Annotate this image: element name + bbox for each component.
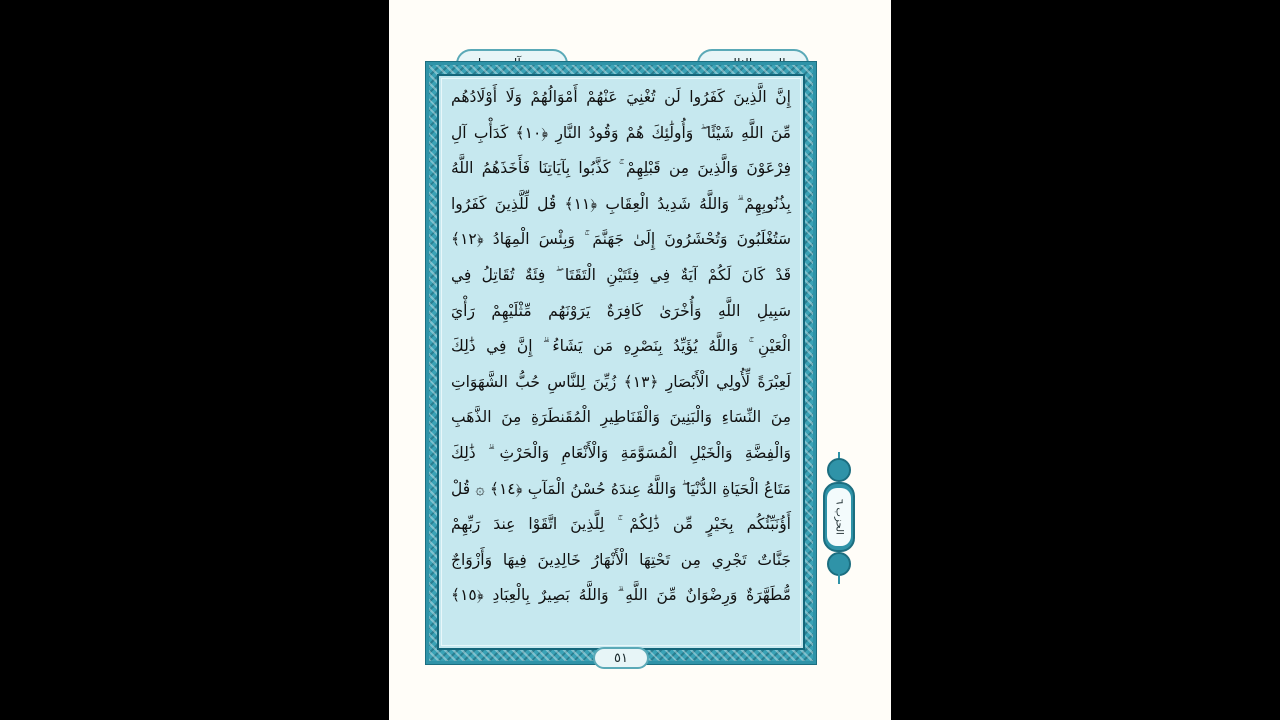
medallion-cap-bottom: [827, 552, 851, 576]
hizb-label: الحزب ٦: [827, 488, 851, 546]
text-line-11: وَالْفِضَّةِ وَالْخَيْلِ الْمُسَوَّمَةِ وَالْأَنْعَامِ وَالْحَرْثِ ۗ ذَٰلِكَ: [451, 443, 791, 462]
text-line-6: قَدْ كَانَ لَكُمْ آيَةٌ فِي فِئَتَيْنِ الْتَقَتَا ۖ فِئَةٌ تُقَاتِلُ فِي: [451, 265, 791, 284]
verse-text: [447, 80, 795, 640]
text-line-12: مَتَاعُ الْحَيَاةِ الدُّنْيَا ۖ وَاللَّهُ عِندَهُ حُسْنُ الْمَآبِ ﴿١٤﴾ ۞ قُلْ: [451, 479, 791, 498]
text-line-9: لَعِبْرَةً لِّأُولِي الْأَبْصَارِ ﴿١٣﴾ زُيِّنَ لِلنَّاسِ حُبُّ الشَّهَوَاتِ: [451, 372, 791, 391]
text-line-15: مُّطَهَّرَةٌ وَرِضْوَانٌ مِّنَ اللَّهِ ۗ وَاللَّهُ بَصِيرٌ بِالْعِبَادِ ﴿١٥﴾: [451, 586, 791, 605]
medallion-cap-top: [827, 458, 851, 482]
text-line-10: مِنَ النِّسَاءِ وَالْبَنِينَ وَالْقَنَاطِيرِ الْمُقَنطَرَةِ مِنَ الذَّهَبِ: [451, 408, 791, 427]
page-number-text: ٥١: [614, 650, 628, 666]
text-line-14: جَنَّاتٌ تَجْرِي مِن تَحْتِهَا الْأَنْهَارُ خَالِدِينَ فِيهَا وَأَزْوَاجٌ: [451, 550, 791, 569]
text-line-3: فِرْعَوْنَ وَالَّذِينَ مِن قَبْلِهِمْ ۚ كَذَّبُوا بِآيَاتِنَا فَأَخَذَهُمُ اللَّهُ: [451, 159, 791, 178]
medallion-stem-bottom: [838, 574, 840, 584]
mushaf-page: [389, 0, 891, 720]
page-number: [593, 647, 649, 669]
text-line-5: سَتُغْلَبُونَ وَتُحْشَرُونَ إِلَىٰ جَهَنَّمَ ۚ وَبِئْسَ الْمِهَادُ ﴿١٢﴾: [451, 230, 791, 249]
text-line-8: الْعَيْنِ ۚ وَاللَّهُ يُؤَيِّدُ بِنَصْرِهِ مَن يَشَاءُ ۗ إِنَّ فِي ذَٰلِكَ: [451, 337, 791, 356]
text-line-2: مِّنَ اللَّهِ شَيْئًا ۖ وَأُولَٰئِكَ هُمْ وَقُودُ النَّارِ ﴿١٠﴾ كَدَأْبِ آلِ: [451, 123, 791, 142]
text-line-4: بِذُنُوبِهِمْ ۗ وَاللَّهُ شَدِيدُ الْعِقَابِ ﴿١١﴾ قُل لِّلَّذِينَ كَفَرُوا: [451, 194, 791, 213]
text-panel: [437, 74, 805, 650]
ornamental-border: [425, 61, 817, 665]
text-line-7: سَبِيلِ اللَّهِ وَأُخْرَىٰ كَافِرَةٌ يَرَوْنَهُم مِّثْلَيْهِمْ رَأْيَ: [451, 301, 791, 320]
text-line-1: إِنَّ الَّذِينَ كَفَرُوا لَن تُغْنِيَ عَنْهُمْ أَمْوَالُهُمْ وَلَا أَوْلَادُهُم: [451, 88, 791, 106]
hizb-medallion-icon: [822, 452, 856, 584]
text-line-13: أَؤُنَبِّئُكُم بِخَيْرٍ مِّن ذَٰلِكُمْ ۚ لِلَّذِينَ اتَّقَوْا عِندَ رَبِّهِمْ: [451, 515, 791, 534]
